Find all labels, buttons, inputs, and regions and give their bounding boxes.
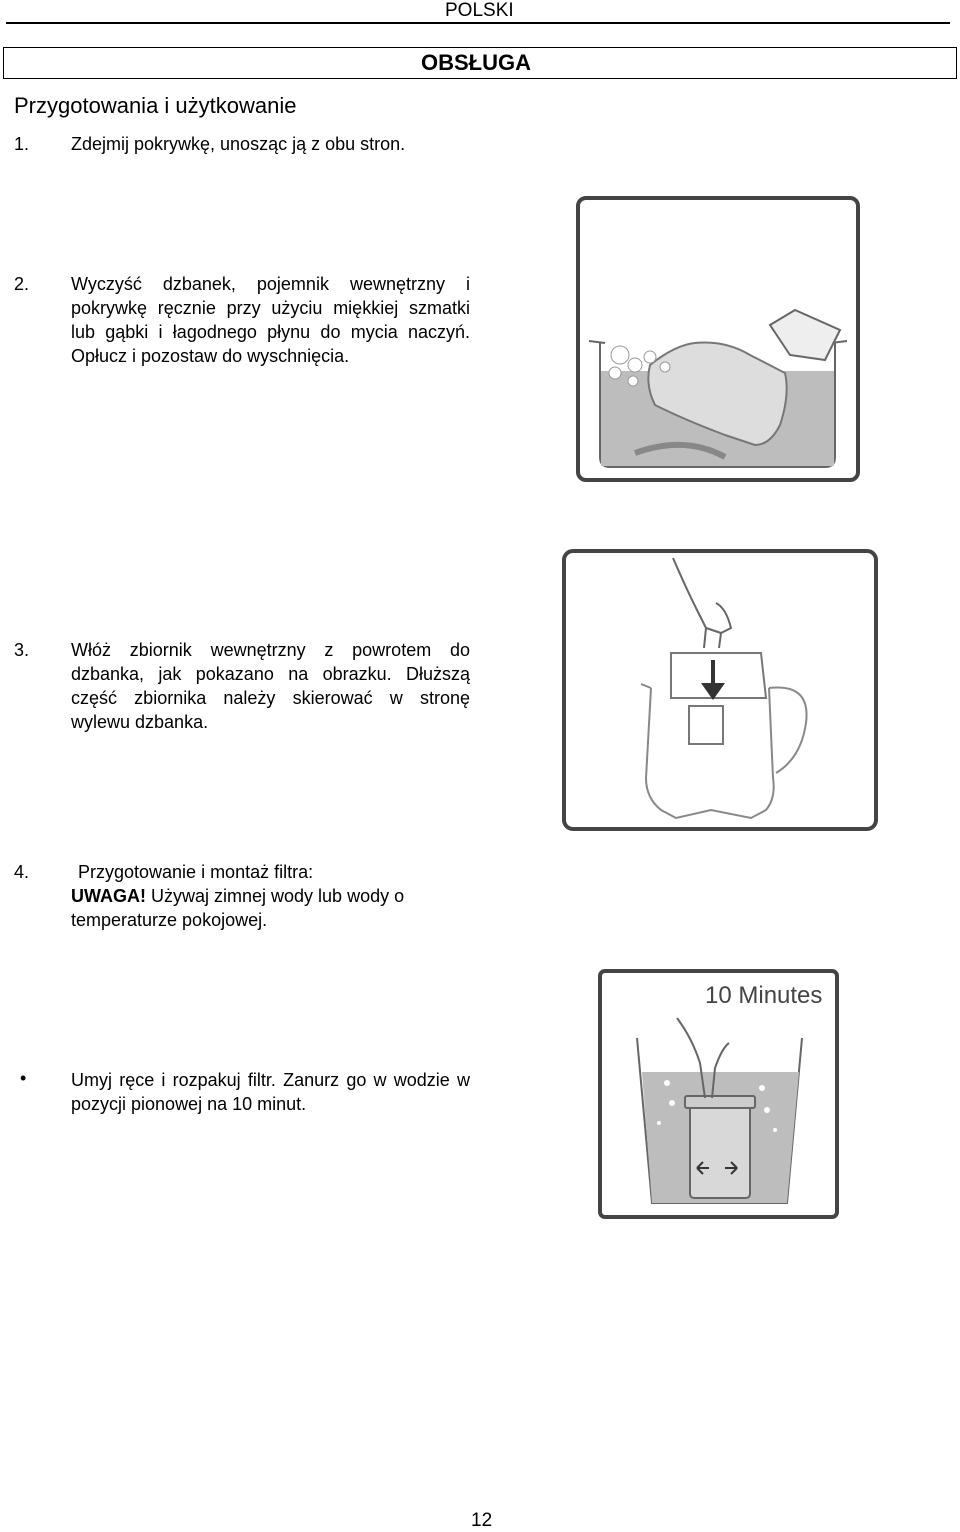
figure-caption: 10 Minutes	[705, 982, 823, 1009]
step-2-number: 2.	[14, 274, 30, 294]
step-3-number: 3.	[14, 640, 30, 660]
step-1-text: Zdejmij pokrywkę, unosząc ją z obu stron.	[71, 134, 406, 154]
figure-soak-filter	[597, 968, 840, 1220]
bullet-symbol: •	[20, 1068, 27, 1088]
section-title: OBSŁUGA	[421, 50, 531, 75]
step-4-warning	[71, 884, 471, 932]
figure-insert-reservoir	[561, 548, 879, 832]
warning-label: UWAGA!	[71, 886, 146, 906]
page-number: 12	[471, 1510, 493, 1531]
header-rule	[6, 22, 950, 24]
step-1-number: 1.	[14, 134, 30, 154]
figure-washing	[575, 195, 861, 485]
page-heading: Przygotowania i użytkowanie	[14, 93, 297, 118]
step-4-title: Przygotowanie i montaż filtra:	[78, 862, 314, 882]
step-2-text: Wyczyść dzbanek, pojemnik wewnętrzny i pokrywkę ręcznie przy użyciu miękkiej szmatki lub gąbki i łagodnego płynu do mycia naczyń. Opłucz i pozostaw do wyschnięcia.	[71, 274, 470, 366]
step-4-number: 4.	[14, 862, 30, 882]
bullet-text: Umyj ręce i rozpakuj filtr. Zanurz go w wodzie w pozycji pionowej na 10 minut.	[71, 1070, 470, 1114]
step-3-text: Włóż zbiornik wewnętrzny z powrotem do dzbanka, jak pokazano na obrazku. Dłuższą część zbiornika należy skierować w stronę wylewu dzbanka.	[71, 640, 470, 732]
warning-text: Używaj zimnej wody lub wody o temperaturze pokojowej.	[71, 886, 405, 930]
language-label: POLSKI	[445, 0, 514, 21]
